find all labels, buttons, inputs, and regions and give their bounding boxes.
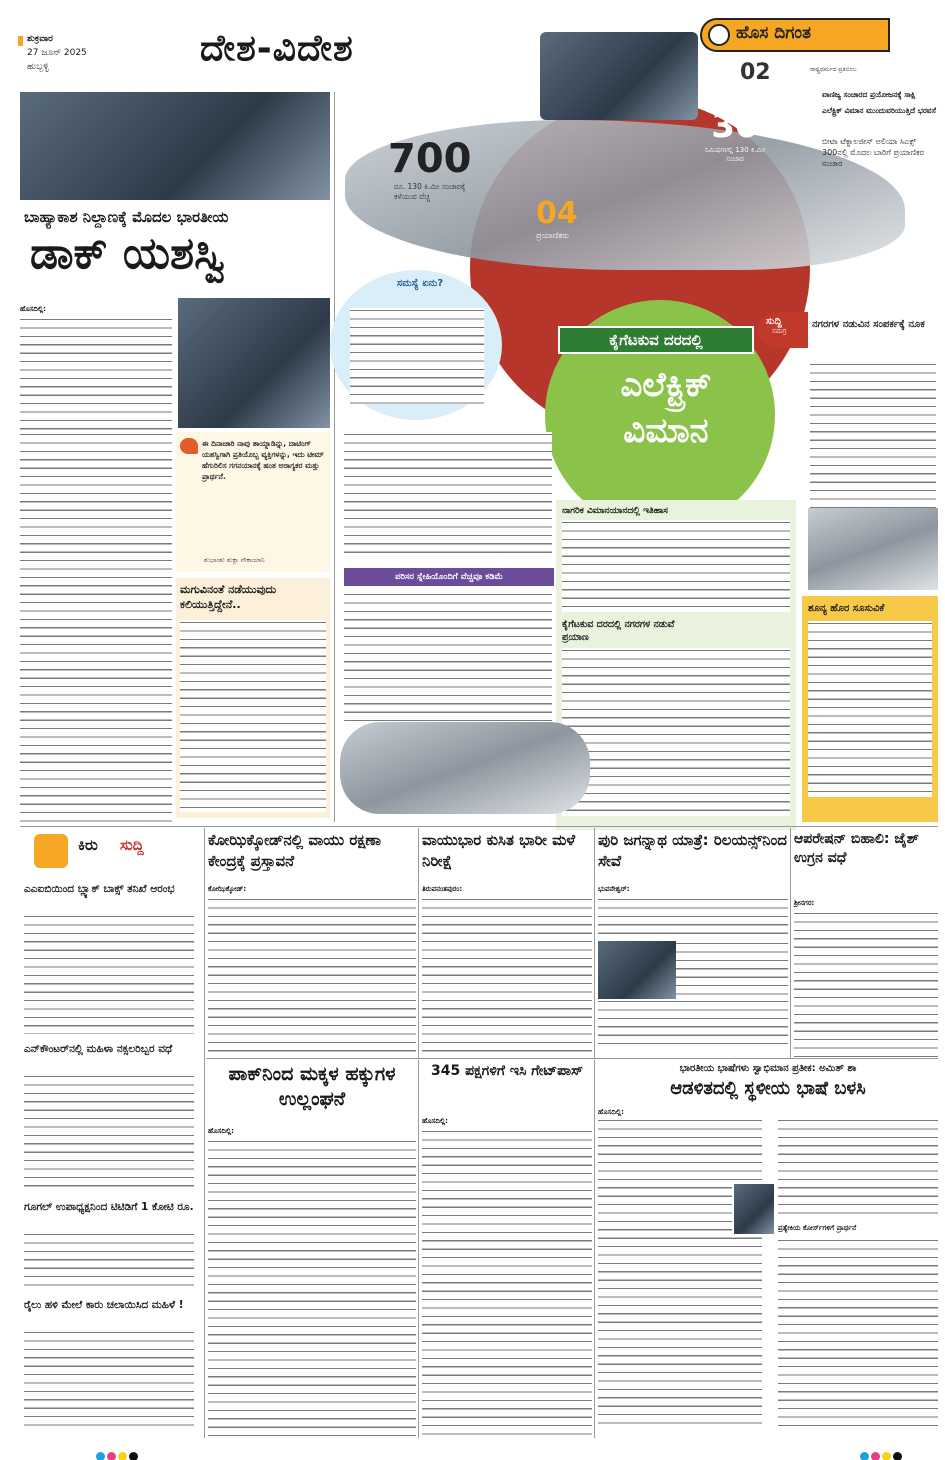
kirusuddi-header <box>28 830 198 874</box>
badge-word-1: ಸುದ್ದಿ <box>766 316 782 327</box>
story-headline: ಆಪರೇಷನ್ ಬಿಹಾಲಿ: ಜೈಶ್ ಉಗ್ರನ ವಧೆ <box>794 831 919 866</box>
sub-box <box>176 578 330 818</box>
divider <box>418 1060 419 1438</box>
afford-title: ಕೈಗೆಟಕುವ ದರದಲ್ಲಿ ನಗರಗಳ ನಡುವೆ ಪ್ರಯಾಣ <box>562 619 675 643</box>
zero-title: ಶೂನ್ಯ ಹೊರ ಸೂಸುವಿಕೆ <box>808 603 885 614</box>
space-kicker: ಬಾಹ್ಯಾಕಾಶ ನಿಲ್ದಾಣಕ್ಕೆ ಮೊದಲ ಭಾರತೀಯ <box>24 208 229 226</box>
divider <box>790 828 791 1058</box>
body-text <box>24 1330 194 1430</box>
date-marker <box>18 36 23 46</box>
brief-headline: ಗೂಗಲ್ ಉಪಾಧ್ಯಕ್ಷನಿಂದ ಟಿಟಿಡಿಗೆ 1 ಕೋಟಿ ರೂ. <box>24 1201 194 1213</box>
story-puri <box>598 830 788 1052</box>
stat3-value: 30 <box>711 106 759 146</box>
cabin-passengers-photo <box>540 32 698 120</box>
zero-emission-box <box>802 596 938 822</box>
body-text <box>778 1118 938 1218</box>
side-bullet-2: ಎಲೆಕ್ಟ್ರಿಕ್ ವಿಮಾನ ಮುಂದುವರಿಯುತ್ತಿದೆ ಭರವಸೆ <box>822 106 936 115</box>
brief-headline: ಎಎಐಬಿಯಿಂದ ಬ್ಲ್ಯಾಕ್ ಬಾಕ್ಸ್ ತನಿಖೆ ಆರಂಭ <box>24 883 175 895</box>
problem-box <box>330 270 502 420</box>
strap-text: ಕೈಗೆಟಕುವ ದರದಲ್ಲಿ <box>609 331 703 349</box>
sudhi-badge <box>758 312 808 348</box>
story-dateline: ಶ್ರೀನಗರ: <box>794 899 815 907</box>
stat-04 <box>536 196 578 241</box>
side-bullets <box>822 90 937 169</box>
logo-emblem-icon <box>708 24 730 46</box>
kirusuddi-column <box>20 828 202 1438</box>
masthead-day: ಶುಕ್ರವಾರ <box>27 34 53 44</box>
stat1-value: 700 <box>388 136 472 182</box>
side-note: ಬೀಟಾ ಟೆಕ್ನಾಲಜೀಸ್ ಅಲಿಯಾ ಸಿಎಕ್ಸ್ 300ನಲ್ಲಿ ಮೊದಲ ಬಾರಿಗೆ ಪ್ರಯಾಣಿಕರ ಸಂಚಾರ <box>822 137 924 168</box>
body-text <box>350 308 484 404</box>
body-text <box>808 621 932 797</box>
print-marks-right <box>860 1446 904 1460</box>
stat-700 <box>388 136 478 202</box>
divider <box>206 1058 938 1059</box>
body-text <box>422 1129 592 1439</box>
space-dateline: ಹೊಸದಿಲ್ಲಿ: <box>20 305 46 313</box>
quote-text: ಈ ದಿನಾಚಾರಿ ನಾವು ತಾಯ್ನಾಡಿನ್ನು, ದಾಟಿಂಗ್ ಯಶಸ್ವಿಗಾಗಿ ಪ್ರತಿಯೊಬ್ಬ ವ್ಯಕ್ತಿಗಳನ್ನು, ಇದು ಟೀಮ್ ಹೆಗುರಿಲಿಸ ಗಗನಯಾನಕ್ಕೆ ಹಂತ ಅರಾಗ್ಯಕರ ಮತ್ತು ಪ್ರಾರ್ಥನೆ. <box>202 439 324 481</box>
hand-icon <box>34 834 68 868</box>
body-text <box>562 648 790 816</box>
stat3-label: ನಿಮಿಷಗಳಲ್ಲಿ 130 ಕಿ.ಮೀ ಸಂಚಾರ <box>704 146 766 163</box>
story-pak <box>208 1062 416 1438</box>
body-text <box>20 317 172 437</box>
quote-author: ಶುಭಾಂಶು ಶುಕ್ಲಾ ನೌಕಾಯಾನಿ <box>204 556 265 564</box>
astronaut-floating-photo <box>178 298 330 428</box>
env-body <box>344 592 552 722</box>
iss-crew-photo <box>20 92 330 200</box>
story-amit-shah <box>598 1062 938 1438</box>
plane-headline <box>566 362 766 454</box>
kirusuddi-label-a: ಕಿರು <box>78 836 98 854</box>
story-operation <box>794 830 938 1052</box>
story-dateline: ಹೊಸದಿಲ್ಲಿ: <box>422 1117 448 1125</box>
masthead-edition: ಹುಬ್ಬಳ್ಳಿ <box>27 62 49 72</box>
history-box <box>556 500 796 830</box>
story-dateline: ಹೊಸದಿಲ್ಲಿ: <box>208 1127 234 1135</box>
space-body-col1 <box>20 296 172 426</box>
story-headline: ಪಾಕ್‌ನಿಂದ ಮಕ್ಕಳ ಹಕ್ಕುಗಳ ಉಲ್ಲಂಘನೆ <box>228 1063 396 1110</box>
quote-box <box>176 432 330 572</box>
brief-headline: ಎನ್‌ಕೌಂಟರ್‌ನಲ್ಲಿ ಮಹಿಳಾ ನಕ್ಸಲರಿಬ್ಬರ ವಧೆ <box>24 1043 173 1055</box>
headline-line-1: ಎಲೆಕ್ಟ್ರಿಕ್ <box>620 365 712 405</box>
body-text <box>24 1074 194 1192</box>
central-text-top <box>344 432 552 560</box>
divider <box>204 828 205 1438</box>
masthead-date: 27 ಜೂನ್ 2025 <box>27 48 87 58</box>
paper-name: ಹೊಸ ದಿಗಂತ <box>736 23 811 43</box>
story-headline: ವಾಯುಭಾರ ಕುಸಿತ ಭಾರೀ ಮಳೆ ನಿರೀಕ್ಷೆ <box>422 831 576 870</box>
puri-photo <box>598 941 676 999</box>
divider <box>418 828 419 1058</box>
story-headline: ಪುರಿ ಜಗನ್ನಾಥ ಯಾತ್ರೆ: ರಿಲಯನ್ಸ್‌ನಿಂದ ಸೇವೆ <box>598 831 787 870</box>
sub-head: ಮಗುವಿನಂತೆ ನಡೆಯುವುದು ಕಲಿಯುತ್ತಿದ್ದೇನೆ.. <box>180 583 277 611</box>
quote-mark-icon <box>180 438 198 454</box>
body-text <box>598 897 788 937</box>
brief-headline: ರೈಲು ಹಳಿ ಮೇಲೆ ಕಾರು ಚಲಾಯಿಸಿದ ಮಹಿಳೆ ! <box>24 1299 184 1311</box>
divider <box>334 92 335 822</box>
space-headline: ಡಾಕ್ ಯಶಸ್ವಿ <box>30 228 226 279</box>
body-text <box>598 1118 762 1430</box>
story-kozhikode <box>208 830 416 1052</box>
problem-title: ಸಮಸ್ಯೆ ಏನು? <box>396 278 444 289</box>
stat2-value: 04 <box>536 196 578 231</box>
story-dateline: ಭುವನೇಶ್ವರ್: <box>598 885 630 893</box>
badge-word-2: ಸಮಗ್ರ <box>772 327 787 335</box>
stat2-label: ಪ್ರಯಾಣಿಕರು <box>536 231 569 240</box>
page-number: 02 <box>740 60 771 85</box>
masthead <box>0 0 945 90</box>
divider <box>20 826 938 827</box>
body-text <box>208 897 416 1057</box>
body-text <box>208 1139 416 1439</box>
plane-side-image <box>340 722 590 814</box>
divider <box>594 1060 595 1438</box>
body-text <box>562 520 790 612</box>
section-title: ದೇಶ-ವಿದೇಶ <box>200 28 354 69</box>
story-headline: 345 ಪಕ್ಷಗಳಿಗೆ ಇಸಿ ಗೇಟ್‌ಪಾಸ್ <box>430 1063 584 1079</box>
amit-shah-photo <box>732 1182 776 1236</box>
story-dateline: ಕೋಝಿಕ್ಕೋಡ್: <box>208 885 247 893</box>
story-dateline: ತಿರುವನಂತಪುರಂ: <box>422 885 463 893</box>
body-text <box>24 914 194 1034</box>
date-box <box>18 34 90 86</box>
story-headline: ಆಡಳಿತದಲ್ಲಿ ಸ್ಥಳೀಯ ಭಾಷೆ ಬಳಸಿ <box>670 1078 866 1099</box>
body-text <box>598 999 788 1051</box>
right-col-text <box>810 362 936 508</box>
side-bullet-1: ವಾಣಿಜ್ಯ ಸಂಚಾರದ ಪ್ರಯೋಜನಕ್ಕೆ ಸಾಕ್ಷಿ <box>822 90 916 99</box>
story-dateline: ಹೊಸದಿಲ್ಲಿ: <box>598 1108 624 1116</box>
divider <box>594 828 595 1058</box>
story-subhead: ಪ್ರತ್ಯೇಕಿಯ ಕೋರ್ಸ್‌ಗಳಿಗೆ ಪ್ರಾರ್ಥನೆ <box>778 1224 857 1232</box>
strap-box <box>558 326 754 354</box>
kirusuddi-label-b: ಸುದ್ದಿ <box>120 836 144 854</box>
stat-30 <box>700 106 770 164</box>
badge-title: ನಗರಗಳ ನಡುವಿನ ಸಂಪರ್ಕಕ್ಕೆ ನೂಕ <box>812 319 925 330</box>
body-text <box>422 897 592 1057</box>
env-title-bar <box>344 568 554 586</box>
story-ec <box>422 1062 592 1438</box>
story-kicker: ಭಾರತೀಯ ಭಾಷೆಗಳು ಸ್ವಾಭಿಮಾನ ಪ್ರತೀಕ: ಅಮಿತ್ ಶಾ <box>679 1063 857 1074</box>
print-marks-left <box>96 1446 140 1460</box>
body-text <box>778 1238 938 1430</box>
body-text <box>24 1232 194 1290</box>
space-body-col1-cont <box>20 432 172 822</box>
paper-logo <box>700 18 936 86</box>
env-title: ಪರಿಸರ ಸ್ನೇಹಿಯೊಂದಿಗೆ ವೆಚ್ಚವೂ ಕಡಿಮೆ <box>395 572 503 582</box>
story-rain <box>422 830 592 1052</box>
headline-line-2: ವಿಮಾನ <box>623 411 709 451</box>
paper-tagline: ರಾಷ್ಟ್ರಧರ್ಮದ ಪ್ರತಿಬಿಂಬ <box>810 66 857 73</box>
body-text <box>794 911 938 1059</box>
body-text <box>180 620 326 812</box>
stat1-label: ರೂ. 130 ಕಿ.ಮೀ ಸಂಚಾರಕ್ಕೆ ಕಳೆಯುವ ವೆಚ್ಚ <box>394 182 466 201</box>
history-title: ನಾಗರಿಕ ವಿಮಾನಯಾನದಲ್ಲಿ ಇತಿಹಾಸ <box>562 506 668 516</box>
cabin-seats-photo <box>808 508 938 590</box>
story-headline: ಕೋಝಿಕ್ಕೋಡ್‌ನಲ್ಲಿ ವಾಯು ರಕ್ಷಣಾ ಕೇಂದ್ರಕ್ಕೆ ಪ್ರಸ್ತಾವನೆ <box>208 831 382 870</box>
